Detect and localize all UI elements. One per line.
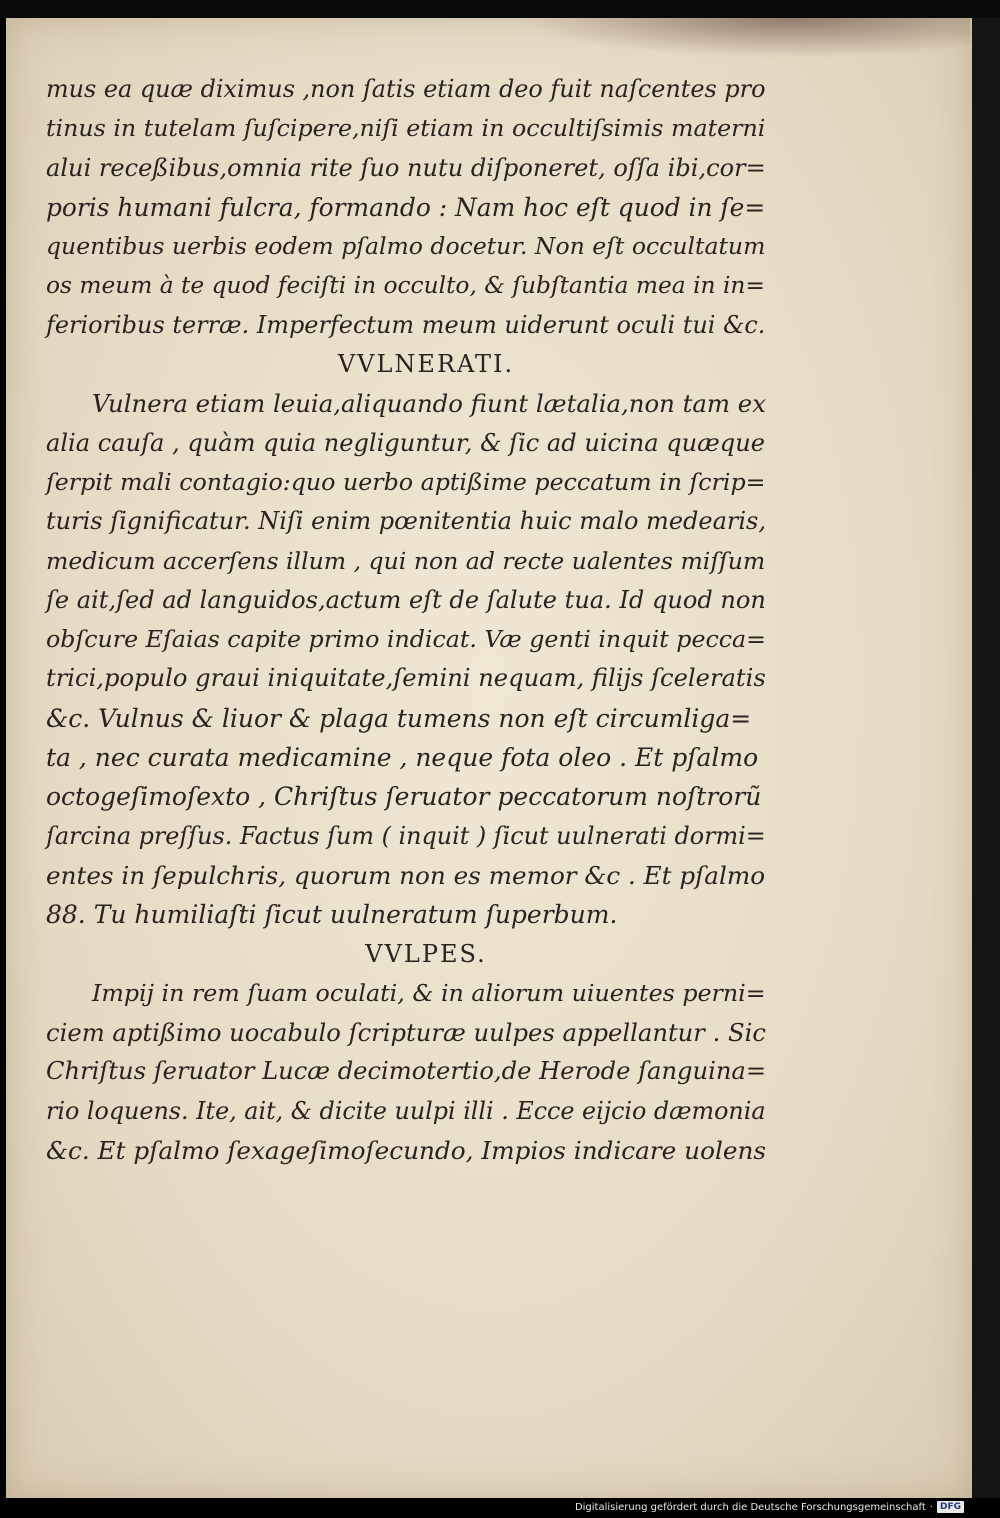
footer-separator: · xyxy=(929,1501,933,1513)
text-line: trici,populo graui iniquitate,ſemini nequam, filijs ſceleratis xyxy=(46,664,766,693)
page-text xyxy=(46,70,766,1170)
text-line: &c. Et pſalmo ſexageſimoſecundo, Impios indicare uolens xyxy=(46,1136,767,1166)
text-line: os meum à te quod feciſti in occulto, & ſubſtantia mea in in= xyxy=(46,272,765,300)
text-line: medicum accerſens illum , qui non ad recte ualentes miſſum xyxy=(46,546,766,575)
text-line: Chriſtus ſeruator Lucæ decimotertio,de Herode ſanguina= xyxy=(46,1057,767,1086)
text-line: ſerpit mali contagio:quo uerbo aptißime peccatum in ſcrip= xyxy=(46,467,766,496)
text-line: obſcure Eſaias capite primo indicat. Væ genti inquit pecca= xyxy=(46,625,767,654)
text-line: turis ſignificatur. Niſi enim pœnitentia huic malo medearis, xyxy=(46,507,766,536)
text-line: octogeſimoſexto , Chriſtus ſeruator peccatorum noſtrorũ xyxy=(46,782,762,812)
text-line: alui receßibus,omnia rite ſuo nutu diſponeret, oſſa ibi,cor= xyxy=(46,153,766,182)
text-line: rio loquens. Ite, ait, & dicite uulpi illi . Ecce eijcio dæmonia xyxy=(46,1096,766,1125)
top-border xyxy=(0,0,1000,18)
text-line: ferioribus terræ. Imperfectum meum uiderunt oculi tui &c. xyxy=(46,310,766,339)
text-line: tinus in tutelam ſuſcipere,niſi etiam in occultiſsimis materni xyxy=(46,114,766,143)
section-heading: VVLNERATI. xyxy=(337,350,515,379)
text-line: ſarcina preſſus. Factus ſum ( inquit ) ſicut uulnerati dormi= xyxy=(46,821,766,850)
text-line: &c. Vulnus & liuor & plaga tumens non eſt circumliga= xyxy=(46,703,752,733)
text-line: Impij in rem ſuam oculati, & in aliorum uiuentes perni= xyxy=(92,978,766,1007)
footer xyxy=(575,1500,964,1514)
text-line: alia cauſa , quàm quia negliguntur, & ſic ad uicina quæque xyxy=(46,428,765,457)
paper-stain xyxy=(520,18,970,58)
text-line: Vulnera etiam leuia,aliquando fiunt lætalia,non tam ex xyxy=(92,389,766,419)
dfg-logo: DFG xyxy=(937,1501,964,1513)
footer-credit: Digitalisierung gefördert durch die Deutsche Forschungsgemeinschaft xyxy=(574,1501,926,1513)
text-line: mus ea quæ diximus ,non ſatis etiam deo fuit naſcentes pro xyxy=(46,75,766,103)
section-heading: VVLPES. xyxy=(365,939,487,968)
text-line: poris humani fulcra, formando : Nam hoc eſt quod in ſe= xyxy=(46,192,766,222)
text-line: quentibus uerbis eodem pſalmo docetur. Non eſt occultatum xyxy=(46,232,766,261)
right-border xyxy=(972,18,1000,1498)
text-line: entes in ſepulchris, quorum non es memor &c . Et pſalmo xyxy=(46,860,766,890)
text-line: ciem aptißimo uocabulo ſcripturæ uulpes appellantur . Sic xyxy=(46,1018,766,1048)
text-line: ſe ait,ſed ad languidos,actum eſt de ſalute tua. Id quod non xyxy=(46,585,766,614)
text-line: ta , nec curata medicamine , neque fota oleo . Et pſalmo xyxy=(46,743,759,773)
text-line: 88. Tu humiliaſti ſicut uulneratum ſuperbum. xyxy=(46,900,618,930)
